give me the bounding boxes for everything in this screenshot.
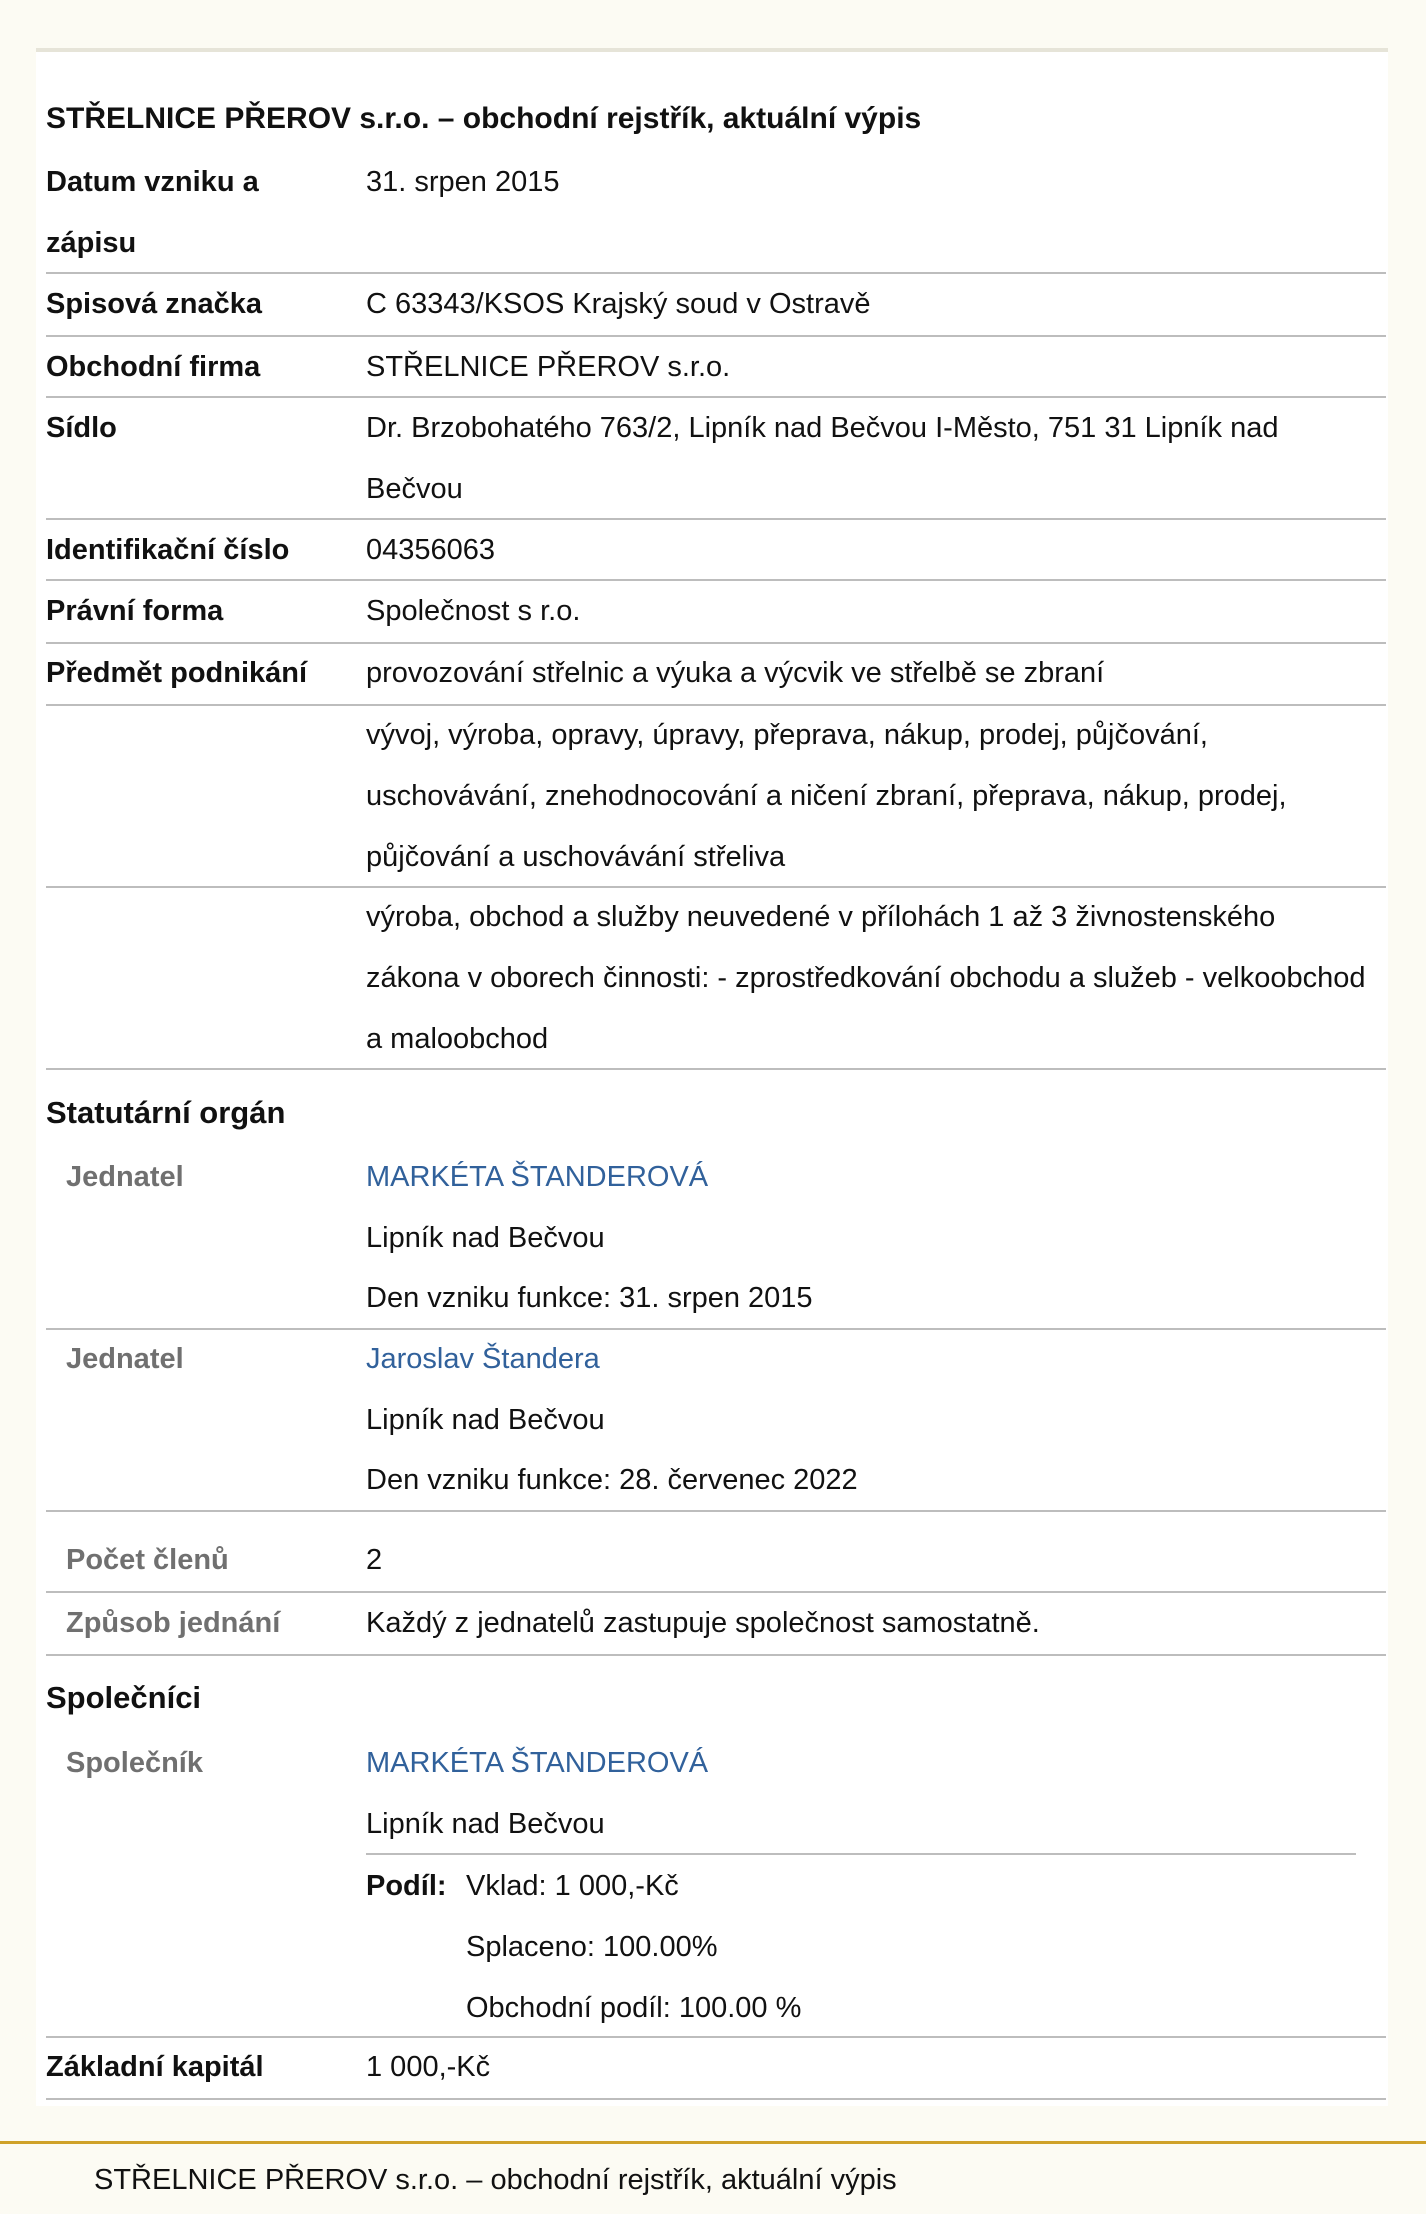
page-title: STŘELNICE PŘEROV s.r.o. – obchodní rejstřík, aktuální výpis	[46, 102, 922, 135]
label-obchodni-firma: Obchodní firma	[46, 351, 261, 383]
footer-title: STŘELNICE PŘEROV s.r.o. – obchodní rejstřík, aktuální výpis	[94, 2164, 897, 2196]
label-datum-vzniku: Datum vzniku a zápisu	[46, 166, 259, 259]
label-sidlo: Sídlo	[46, 412, 117, 444]
value-zpusob-jednani: Každý z jednatelů zastupuje společnost samostatně.	[366, 1607, 1040, 1639]
row-sidlo	[46, 398, 1386, 520]
row-identifikacni-cislo	[46, 520, 1386, 581]
value-zakladni-kapital: 1 000,-Kč	[366, 2051, 491, 2083]
row-zakladni-kapital	[46, 2037, 1386, 2100]
value-predmet-3: výroba, obchod a služby neuvedené v přílohách 1 až 3 živnostenského zákona v oborech činnosti: - zprostředkování obchodu a služeb - velkoobchod a maloobchod	[366, 901, 1366, 1055]
row-spisova-znacka	[46, 274, 1386, 337]
row-predmet-3	[46, 887, 1386, 1070]
jednatel-2-since: Den vzniku funkce: 28. červenec 2022	[366, 1464, 858, 1496]
podil-values	[466, 1856, 801, 2039]
value-obchodni-firma: STŘELNICE PŘEROV s.r.o.	[366, 351, 731, 383]
label-jednatel-1: Jednatel	[66, 1161, 184, 1193]
value-spisova-znacka: C 63343/KSOS Krajský soud v Ostravě	[366, 288, 871, 320]
podil-obchodni: Obchodní podíl: 100.00 %	[466, 1992, 802, 2024]
podil-divider	[366, 1853, 1356, 1855]
value-datum-vzniku: 31. srpen 2015	[366, 166, 560, 198]
value-identifikacni-cislo: 04356063	[366, 534, 496, 566]
spolecnik-name-link[interactable]: MARKÉTA ŠTANDEROVÁ	[366, 1747, 709, 1779]
row-jednatel-2	[46, 1329, 1386, 1512]
label-podil: Podíl:	[366, 1870, 447, 1902]
value-pravni-forma: Společnost s r.o.	[366, 595, 581, 627]
row-pravni-forma	[46, 581, 1386, 644]
label-jednatel-2: Jednatel	[66, 1343, 184, 1375]
value-predmet-1: provozování střelnic a výuka a výcvik ve střelbě se zbraní	[366, 657, 1105, 689]
row-zpusob-jednani	[46, 1593, 1386, 1656]
podil-vklad: Vklad: 1 000,-Kč	[466, 1870, 679, 1902]
label-zakladni-kapital: Základní kapitál	[46, 2051, 264, 2083]
label-spisova-znacka: Spisová značka	[46, 288, 262, 320]
jednatel-1-city: Lipník nad Bečvou	[366, 1222, 605, 1254]
section-statutarni-organ: Statutární orgán	[46, 1095, 286, 1130]
value-predmet-2: vývoj, výroba, opravy, úpravy, přeprava, nákup, prodej, půjčování, uschovávání, znehodnocování a ničení zbraní, přeprava, nákup, prodej, půjčování a uschovávání střeliva	[366, 719, 1287, 873]
value-pocet-clenu: 2	[366, 1544, 383, 1576]
label-identifikacni-cislo: Identifikační číslo	[46, 534, 290, 566]
jednatel-2-name-link[interactable]: Jaroslav Štandera	[366, 1343, 600, 1375]
row-predmet-2	[46, 705, 1386, 888]
label-spolecnik: Společník	[66, 1747, 203, 1779]
label-predmet-podnikani: Předmět podnikání	[46, 657, 308, 689]
spolecnik-city: Lipník nad Bečvou	[366, 1808, 605, 1840]
footer-rule	[0, 2141, 1426, 2144]
label-zpusob-jednani: Způsob jednání	[66, 1607, 281, 1639]
section-spolecnici: Společníci	[46, 1680, 202, 1715]
row-datum-vzniku	[46, 152, 1386, 274]
row-obchodni-firma	[46, 337, 1386, 398]
row-predmet-podnikani	[46, 643, 1386, 706]
jednatel-2-city: Lipník nad Bečvou	[366, 1404, 605, 1436]
row-pocet-clenu	[46, 1530, 1386, 1593]
value-sidlo: Dr. Brzobohatého 763/2, Lipník nad Bečvou I-Město, 751 31 Lipník nad Bečvou	[366, 412, 1279, 505]
jednatel-1-since: Den vzniku funkce: 31. srpen 2015	[366, 1282, 813, 1314]
row-jednatel-1	[46, 1147, 1386, 1330]
jednatel-1-name-link[interactable]: MARKÉTA ŠTANDEROVÁ	[366, 1161, 709, 1193]
label-pravni-forma: Právní forma	[46, 595, 224, 627]
label-pocet-clenu: Počet členů	[66, 1544, 229, 1576]
podil-splaceno: Splaceno: 100.00%	[466, 1931, 718, 1963]
